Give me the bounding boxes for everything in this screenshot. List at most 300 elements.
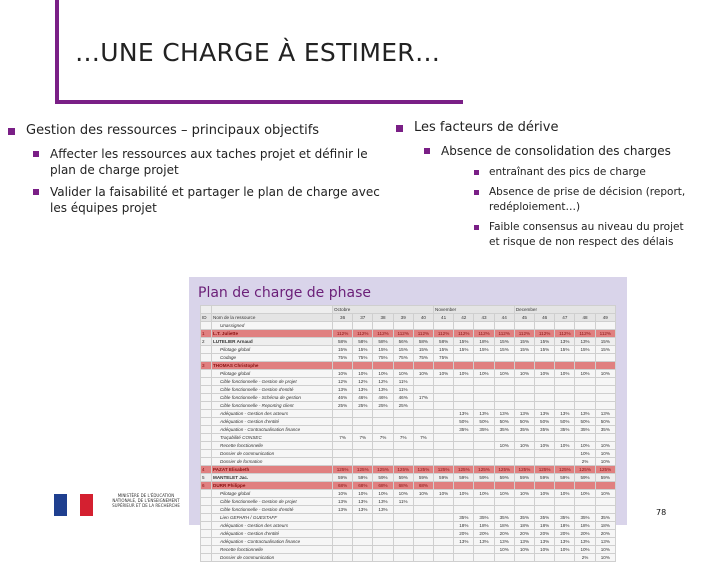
row-value: 112%	[454, 330, 474, 338]
row-value: 59%	[434, 474, 454, 482]
row-value: 18%	[555, 522, 575, 530]
row-name: THOMAS Christophe	[212, 362, 333, 370]
header-name: Nom de la ressource	[212, 314, 333, 322]
row-value	[474, 362, 494, 370]
row-value	[555, 322, 575, 330]
right-subheading-item	[424, 143, 696, 159]
row-value	[454, 554, 474, 562]
right-sub	[396, 143, 696, 250]
row-value	[353, 514, 373, 522]
row-value	[353, 410, 373, 418]
row-value: 10%	[595, 546, 615, 554]
row-value: 50%	[595, 418, 615, 426]
row-value: 13%	[575, 338, 595, 346]
row-value	[514, 394, 534, 402]
row-value	[595, 482, 615, 490]
table-row	[201, 522, 616, 530]
row-value	[575, 322, 595, 330]
row-value	[494, 394, 514, 402]
row-id	[201, 346, 212, 354]
row-value	[454, 442, 474, 450]
row-id: 3	[201, 362, 212, 370]
row-value	[474, 498, 494, 506]
row-value	[555, 362, 575, 370]
row-value: 13%	[333, 498, 353, 506]
row-value: 59%	[413, 474, 433, 482]
row-name: LUTELIER Arnaud	[212, 338, 333, 346]
row-value	[575, 506, 595, 514]
row-value: 10%	[595, 370, 615, 378]
row-value	[454, 546, 474, 554]
row-value: 59%	[595, 474, 615, 482]
row-id: 6	[201, 482, 212, 490]
row-value	[535, 354, 555, 362]
row-value	[494, 554, 514, 562]
row-value: 10%	[595, 442, 615, 450]
row-value: 35%	[494, 514, 514, 522]
row-value: 58%	[434, 338, 454, 346]
row-value	[535, 394, 555, 402]
row-value	[413, 538, 433, 546]
row-value	[535, 322, 555, 330]
row-value: 112%	[535, 330, 555, 338]
row-value: 25%	[333, 402, 353, 410]
row-value	[514, 386, 534, 394]
row-value	[353, 554, 373, 562]
row-value: 10%	[595, 458, 615, 466]
row-value	[434, 442, 454, 450]
row-value	[413, 442, 433, 450]
table-row	[201, 538, 616, 546]
row-value	[474, 434, 494, 442]
row-value: 15%	[535, 346, 555, 354]
row-value: 50%	[474, 418, 494, 426]
row-value	[373, 426, 393, 434]
row-value	[333, 554, 353, 562]
row-value	[393, 426, 413, 434]
right-heading: Les facteurs de dérive	[414, 120, 559, 135]
row-value	[393, 514, 413, 522]
row-value: 13%	[494, 410, 514, 418]
header-week: 40	[413, 314, 433, 322]
header-week: 48	[575, 314, 595, 322]
right-subheading: Absence de consolidation des charges	[441, 144, 671, 158]
row-value: 20%	[555, 530, 575, 538]
row-value	[353, 530, 373, 538]
row-value: 59%	[555, 474, 575, 482]
row-value: 15%	[494, 346, 514, 354]
row-name: L.T. Juliette	[212, 330, 333, 338]
table-row	[201, 530, 616, 538]
row-value: 15%	[434, 346, 454, 354]
row-value	[393, 418, 413, 426]
row-id	[201, 506, 212, 514]
row-value	[353, 322, 373, 330]
row-id	[201, 490, 212, 498]
row-value: 13%	[454, 538, 474, 546]
row-value: 125%	[595, 466, 615, 474]
left-heading-item	[8, 123, 383, 138]
row-value: 10%	[595, 554, 615, 562]
row-value: 59%	[514, 474, 534, 482]
row-value: 13%	[373, 506, 393, 514]
row-id	[201, 418, 212, 426]
left-list	[8, 146, 383, 216]
row-value: 12%	[353, 378, 373, 386]
row-value: 13%	[474, 410, 494, 418]
row-value	[353, 418, 373, 426]
row-value: 112%	[595, 330, 615, 338]
row-value: 10%	[575, 450, 595, 458]
row-value: 35%	[454, 426, 474, 434]
row-value: 13%	[595, 538, 615, 546]
bullet-square-icon	[474, 190, 479, 195]
right-list-item	[474, 185, 696, 215]
row-value: 75%	[434, 354, 454, 362]
row-value: 35%	[595, 426, 615, 434]
row-value: 125%	[555, 466, 575, 474]
row-value: 50%	[575, 418, 595, 426]
row-value: 13%	[575, 538, 595, 546]
row-value	[454, 394, 474, 402]
right-item-text: Absence de prise de décision (report, redéploiement…)	[489, 186, 686, 213]
row-value: 13%	[575, 410, 595, 418]
row-value	[535, 386, 555, 394]
page-number: 78	[656, 508, 667, 517]
row-value	[555, 394, 575, 402]
row-value: 15%	[353, 346, 373, 354]
row-name: Dossier de formation	[212, 458, 333, 466]
row-value	[535, 554, 555, 562]
row-value	[373, 514, 393, 522]
row-value	[434, 530, 454, 538]
table-row	[201, 322, 616, 330]
row-id	[201, 426, 212, 434]
row-value: 112%	[555, 330, 575, 338]
row-name: Adéquation - Gestion des acteurs	[212, 522, 333, 530]
row-value	[413, 418, 433, 426]
row-value: 35%	[535, 514, 555, 522]
row-value: 10%	[373, 490, 393, 498]
row-value	[373, 554, 393, 562]
row-value	[474, 546, 494, 554]
row-value	[494, 506, 514, 514]
row-value	[333, 538, 353, 546]
table-row	[201, 506, 616, 514]
row-value	[434, 322, 454, 330]
row-value: 10%	[535, 442, 555, 450]
row-name: Cible fonctionnelle - Gestion de projet	[212, 378, 333, 386]
row-value	[393, 410, 413, 418]
row-value	[514, 458, 534, 466]
row-value: 35%	[555, 514, 575, 522]
row-name: Adéquation - Gestion des acteurs	[212, 410, 333, 418]
row-value: 13%	[353, 498, 373, 506]
row-value: 35%	[474, 514, 494, 522]
row-value: 112%	[434, 330, 454, 338]
row-value	[494, 402, 514, 410]
row-id: 2	[201, 338, 212, 346]
row-value: 10%	[393, 490, 413, 498]
row-value	[434, 386, 454, 394]
row-value: 25%	[393, 402, 413, 410]
row-value: 20%	[494, 530, 514, 538]
row-value	[413, 458, 433, 466]
row-name: Lien GEPARH / GUESTAFF	[212, 514, 333, 522]
row-name: Traçabilité CONSEC	[212, 434, 333, 442]
row-value: 112%	[333, 330, 353, 338]
row-value	[514, 554, 534, 562]
row-value	[575, 394, 595, 402]
row-id	[201, 450, 212, 458]
row-value: 125%	[393, 466, 413, 474]
row-value	[393, 450, 413, 458]
right-column	[396, 120, 696, 255]
row-value: 50%	[494, 418, 514, 426]
row-name: Cible fonctionnelle - Gestion d'entité	[212, 506, 333, 514]
row-value	[514, 354, 534, 362]
row-value	[494, 482, 514, 490]
row-value: 10%	[494, 546, 514, 554]
row-value	[393, 538, 413, 546]
row-id	[201, 378, 212, 386]
row-value	[373, 362, 393, 370]
row-value	[555, 434, 575, 442]
row-value: 68%	[333, 482, 353, 490]
row-value: 13%	[514, 538, 534, 546]
row-name: DURR Philippe	[212, 482, 333, 490]
row-id	[201, 394, 212, 402]
row-value	[373, 418, 393, 426]
row-value: 68%	[373, 482, 393, 490]
row-value	[474, 506, 494, 514]
row-value	[595, 322, 615, 330]
row-value	[434, 506, 454, 514]
row-value: 15%	[454, 346, 474, 354]
row-value	[434, 546, 454, 554]
row-value: 18%	[514, 522, 534, 530]
row-name: Pilotage global	[212, 370, 333, 378]
row-value: 50%	[555, 418, 575, 426]
row-value	[434, 402, 454, 410]
row-value: 15%	[474, 346, 494, 354]
row-name: Adéquation - Contractualisation finance	[212, 426, 333, 434]
row-value: 17%	[413, 394, 433, 402]
row-value	[434, 538, 454, 546]
row-value	[333, 362, 353, 370]
row-value: 10%	[535, 546, 555, 554]
row-value: 10%	[575, 442, 595, 450]
row-id	[201, 514, 212, 522]
row-value: 75%	[333, 354, 353, 362]
row-name: Cible fonctionnelle - Gestion de projet	[212, 498, 333, 506]
row-value	[413, 410, 433, 418]
row-value: 18%	[535, 522, 555, 530]
row-value: 7%	[353, 434, 373, 442]
row-value	[393, 506, 413, 514]
header-month: December	[514, 306, 615, 314]
row-value	[333, 514, 353, 522]
table-row	[201, 346, 616, 354]
row-value	[413, 362, 433, 370]
table-row	[201, 498, 616, 506]
row-value: 10%	[535, 370, 555, 378]
row-value: 125%	[474, 466, 494, 474]
row-value	[494, 458, 514, 466]
row-value: 10%	[595, 450, 615, 458]
row-value	[494, 322, 514, 330]
row-value	[373, 546, 393, 554]
row-value: 112%	[514, 330, 534, 338]
row-value	[535, 362, 555, 370]
table-row	[201, 554, 616, 562]
row-value	[514, 506, 534, 514]
row-value: 50%	[454, 418, 474, 426]
row-value	[514, 434, 534, 442]
row-value	[474, 386, 494, 394]
row-value: 15%	[413, 346, 433, 354]
row-value	[434, 434, 454, 442]
right-list	[424, 165, 696, 250]
row-value: 15%	[393, 346, 413, 354]
bullet-square-icon	[8, 128, 15, 135]
row-value	[474, 442, 494, 450]
row-value	[575, 482, 595, 490]
row-value	[494, 386, 514, 394]
row-value	[393, 522, 413, 530]
header-month: Octobre	[333, 306, 434, 314]
bullet-square-icon	[474, 170, 479, 175]
table-row	[201, 546, 616, 554]
table-header-months	[201, 306, 616, 314]
row-value	[333, 410, 353, 418]
table-row	[201, 426, 616, 434]
row-id: 4	[201, 466, 212, 474]
row-value	[434, 522, 454, 530]
row-value	[575, 498, 595, 506]
row-value	[555, 506, 575, 514]
row-value: 11%	[393, 378, 413, 386]
row-value: 46%	[333, 394, 353, 402]
row-value	[595, 386, 615, 394]
row-value	[494, 378, 514, 386]
row-value: 10%	[373, 370, 393, 378]
row-value: 112%	[373, 330, 393, 338]
row-name: Dossier de communication	[212, 450, 333, 458]
row-value	[595, 362, 615, 370]
row-value	[434, 378, 454, 386]
row-value: 10%	[454, 490, 474, 498]
table-row	[201, 434, 616, 442]
header-month: November	[434, 306, 515, 314]
row-value	[333, 322, 353, 330]
row-value	[434, 554, 454, 562]
row-value	[535, 498, 555, 506]
table-row	[201, 442, 616, 450]
row-value: 10%	[514, 546, 534, 554]
row-value: 13%	[555, 538, 575, 546]
row-value: 125%	[535, 466, 555, 474]
row-value: 25%	[373, 402, 393, 410]
row-name: Recette fonctionnelle	[212, 442, 333, 450]
row-value: 15%	[454, 338, 474, 346]
row-value: 125%	[454, 466, 474, 474]
row-value	[353, 546, 373, 554]
row-value	[514, 322, 534, 330]
row-value: 112%	[474, 330, 494, 338]
row-value	[333, 458, 353, 466]
row-id: 1	[201, 330, 212, 338]
slide-title: …UNE CHARGE À ESTIMER…	[75, 38, 441, 67]
row-value: 13%	[454, 410, 474, 418]
row-value: 125%	[333, 466, 353, 474]
row-value: 10%	[333, 370, 353, 378]
row-value: 11%	[393, 386, 413, 394]
header-week: 37	[353, 314, 373, 322]
row-value: 10%	[535, 490, 555, 498]
row-id	[201, 554, 212, 562]
row-value	[514, 362, 534, 370]
row-value	[393, 442, 413, 450]
row-value	[434, 426, 454, 434]
row-value: 15%	[373, 346, 393, 354]
row-name: Cible fonctionnelle - Reporting client	[212, 402, 333, 410]
row-value	[454, 506, 474, 514]
row-value: 13%	[333, 506, 353, 514]
row-value: 7%	[413, 434, 433, 442]
row-value	[413, 386, 433, 394]
row-value: 35%	[474, 426, 494, 434]
row-value	[353, 450, 373, 458]
table-row	[201, 330, 616, 338]
row-value: 10%	[514, 442, 534, 450]
row-value: 59%	[494, 474, 514, 482]
bullet-square-icon	[33, 189, 39, 195]
table-row	[201, 474, 616, 482]
row-value: 20%	[514, 530, 534, 538]
left-column	[8, 123, 383, 222]
row-value: 68%	[413, 482, 433, 490]
row-value	[514, 482, 534, 490]
row-value	[393, 362, 413, 370]
row-value	[434, 482, 454, 490]
row-value	[333, 442, 353, 450]
row-value: 13%	[514, 410, 534, 418]
header-week: 47	[555, 314, 575, 322]
row-value	[535, 506, 555, 514]
row-value	[413, 554, 433, 562]
row-value	[535, 482, 555, 490]
header-week: 43	[474, 314, 494, 322]
row-value	[353, 442, 373, 450]
row-id: 5	[201, 474, 212, 482]
table-row	[201, 370, 616, 378]
row-value	[514, 450, 534, 458]
row-value	[494, 362, 514, 370]
table-row	[201, 386, 616, 394]
row-value	[474, 402, 494, 410]
row-value	[373, 322, 393, 330]
row-value	[575, 354, 595, 362]
row-name: Cible fonctionnelle - Gestion d'entité	[212, 386, 333, 394]
row-id	[201, 386, 212, 394]
row-value: 59%	[393, 474, 413, 482]
row-value: 10%	[413, 490, 433, 498]
right-item-text: Faible consensus au niveau du projet et risque de non respect des délais	[489, 221, 684, 248]
row-value: 2%	[575, 554, 595, 562]
row-value	[413, 402, 433, 410]
row-value: 15%	[514, 346, 534, 354]
